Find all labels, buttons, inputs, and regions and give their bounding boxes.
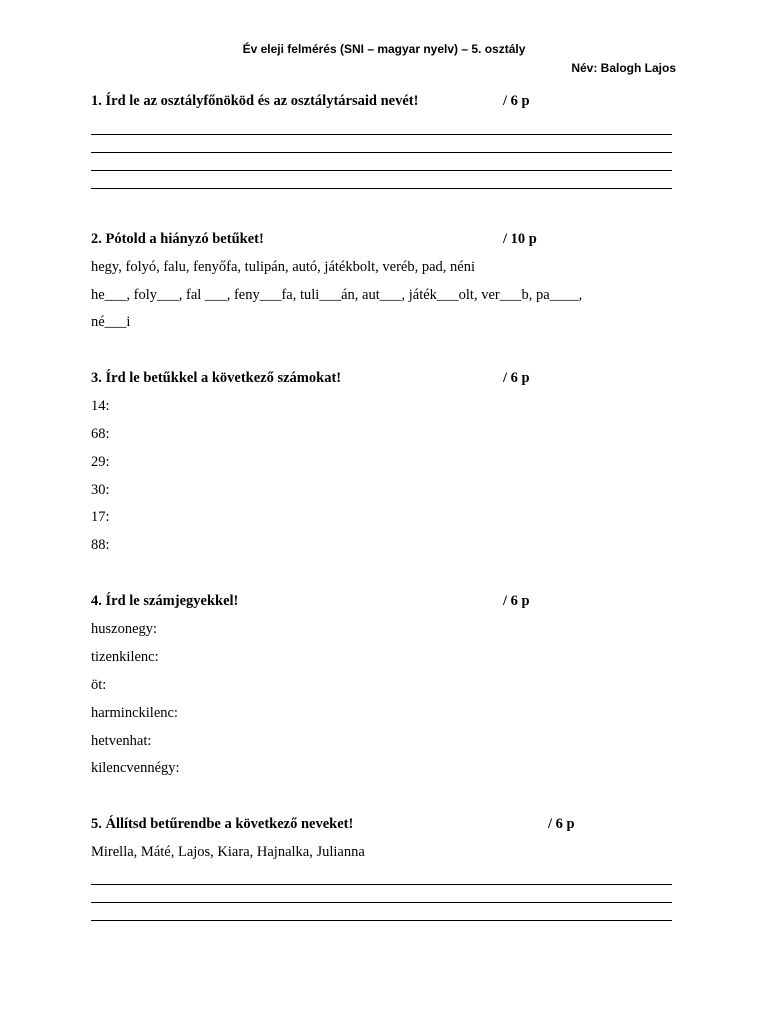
q4-item: huszonegy: [91,621,158,637]
q3-item: 68: [91,426,110,442]
q2-blanks-line-2: né___i [91,314,131,330]
header-title: Év eleji felmérés (SNI – magyar nyelv) – 5. osztály [242,42,526,56]
q3-item: 17: [91,509,110,525]
q4-item: harminckilenc: [91,705,178,721]
q1-answer-line[interactable] [91,188,672,189]
q5-name-list: Mirella, Máté, Lajos, Kiara, Hajnalka, Julianna [91,844,365,860]
q3-item: 30: [91,482,110,498]
q1-answer-line[interactable] [91,152,672,153]
q5-points: / 6 p [548,816,575,832]
q4-item: hetvenhat: [91,733,152,749]
q1-answer-line[interactable] [91,134,672,135]
student-name: Név: Balogh Lajos [571,61,676,75]
q4-item: kilencvennégy: [91,760,180,776]
q3-item: 29: [91,454,110,470]
q3-item: 14: [91,398,110,414]
q2-blanks-line-1: he___, foly___, fal ___, feny___fa, tuli___án, aut___, játék___olt, ver___b, pa____, [91,287,583,303]
q2-points: / 10 p [503,231,537,247]
q5-answer-line[interactable] [91,920,672,921]
q4-item: tizenkilenc: [91,649,159,665]
q2-title: 2. Pótold a hiányzó betűket! [91,231,264,247]
q3-item: 88: [91,537,110,553]
q3-title: 3. Írd le betűkkel a következő számokat! [91,370,342,386]
q5-answer-line[interactable] [91,884,672,885]
q4-points: / 6 p [503,593,530,609]
q3-points: / 6 p [503,370,530,386]
q4-item: öt: [91,677,107,693]
q1-points: / 6 p [503,93,530,109]
q5-answer-line[interactable] [91,902,672,903]
q1-answer-line[interactable] [91,170,672,171]
q5-title: 5. Állítsd betűrendbe a következő neveket! [91,816,354,832]
q4-title: 4. Írd le számjegyekkel! [91,593,239,609]
q2-word-list: hegy, folyó, falu, fenyőfa, tulipán, autó, játékbolt, veréb, pad, néni [91,259,475,275]
q1-title: 1. Írd le az osztályfőnököd és az osztálytársaid nevét! [91,93,419,109]
